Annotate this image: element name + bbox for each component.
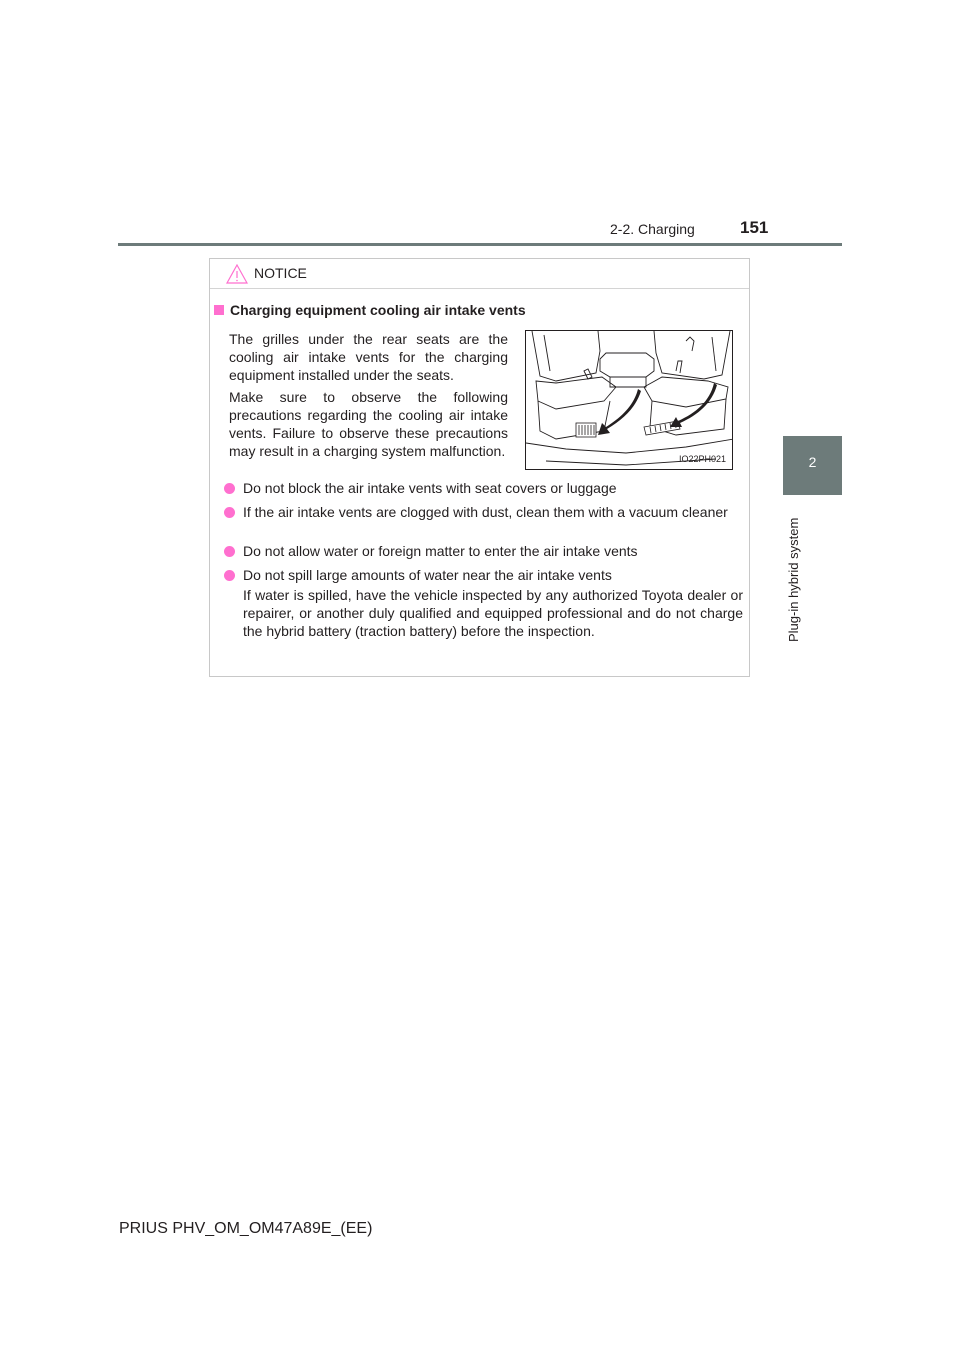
section-heading [214,302,526,318]
list-item-text: Do not allow water or foreign matter to enter the air intake vents [243,543,638,559]
rear-seat-illustration [525,330,733,470]
chapter-title [786,512,804,652]
notice-header [210,259,749,289]
section-label: 2-2. Charging [610,221,695,237]
figure-code: IO22PH021 [678,454,726,464]
bullet-dot-icon [224,570,235,581]
list-item [224,503,744,521]
bullet-dot-icon [224,507,235,518]
bullet-detail-text: If water is spilled, have the vehicle inspected by any authorized Toyota dealer or repairer, or another duly qualified and equipped professional and do not charge the hybrid battery (traction battery) before the inspection. [243,587,743,639]
header-rule [118,243,842,246]
list-item-text: If the air intake vents are clogged with dust, clean them with a vacuum cleaner [243,504,728,520]
rear-seat-drawing [526,331,733,470]
bullet-dot-icon [224,546,235,557]
list-item-text: Do not block the air intake vents with seat covers or luggage [243,480,617,496]
warning-triangle-icon [226,264,248,284]
list-item-text: Do not spill large amounts of water near the air intake vents [243,567,612,583]
chapter-tab [783,436,842,495]
chapter-tab-number: 2 [808,454,817,470]
list-item [224,566,744,584]
notice-label: NOTICE [254,265,307,281]
intro-paragraph: The grilles under the rear seats are the cooling air intake vents for the charging equipment installed under the seats. [229,331,508,383]
section-heading-text: Charging equipment cooling air intake vents [230,302,526,318]
page-number: 151 [740,218,769,237]
precaution-paragraph: Make sure to observe the following precautions regarding the cooling air intake vents. Failure to observe these precautions may result in a charging system malfunction. [229,389,508,459]
heading-square-icon [214,305,224,315]
chapter-title-text: Plug-in hybrid system [786,517,801,642]
list-item [224,479,744,497]
bullet-dot-icon [224,483,235,494]
notice-box [209,258,750,677]
footer-doc-code: PRIUS PHV_OM_OM47A89E_(EE) [119,1220,373,1237]
list-item [224,542,744,560]
